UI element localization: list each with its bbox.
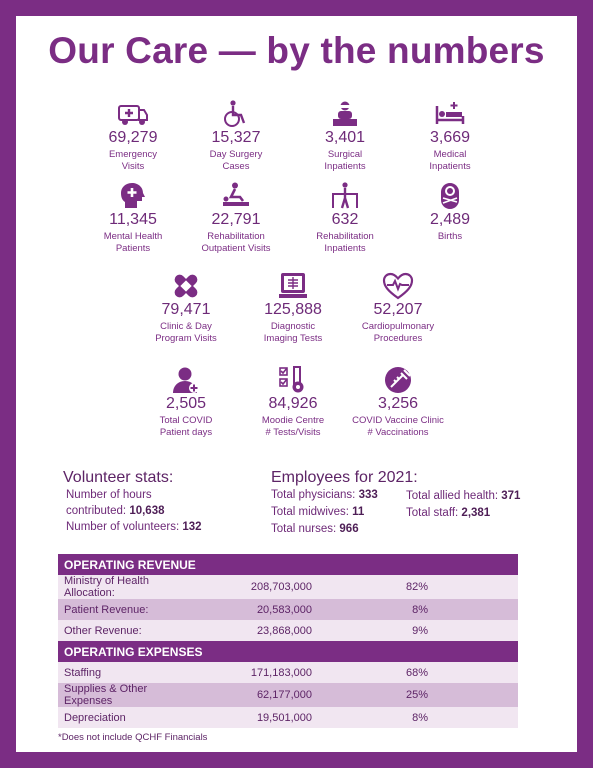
row-value: 23,868,000: [186, 620, 312, 641]
stat-value: 52,207: [373, 301, 423, 318]
expenses-header: [58, 641, 518, 662]
stat-value: 22,791: [211, 211, 261, 228]
table-row: [58, 707, 518, 728]
stat-label: Total COVID: [159, 415, 213, 426]
stat-value: 125,888: [264, 301, 322, 318]
stat-label: Program Visits: [155, 332, 217, 344]
stat-label: Patients: [115, 242, 151, 254]
wheelchair-icon: [220, 100, 252, 128]
stat-label: Visits: [121, 160, 145, 172]
volunteer-hours-line: [66, 505, 165, 517]
stat-label: Inpatients: [429, 160, 471, 172]
row-label: Staffing: [58, 662, 186, 683]
nurses-line: [271, 523, 359, 535]
stat-label: # Tests/Visits: [265, 426, 321, 438]
stat-value: 69,279: [108, 129, 158, 146]
stat-label: Medical: [433, 149, 467, 160]
imaging-icon: [277, 272, 309, 300]
stat-value: 15,327: [211, 129, 261, 146]
row-value: 171,183,000: [186, 662, 312, 683]
midwives-label: Total midwives:: [271, 506, 349, 518]
row-label: Ministry of Health Allocation:: [58, 575, 186, 599]
midwives-value: 11: [352, 506, 365, 518]
stat-value: 2,505: [165, 395, 207, 412]
volunteer-hours-value: 10,638: [129, 505, 165, 517]
row-pct: 68%: [312, 662, 518, 683]
surgeon-icon: [329, 100, 361, 128]
stat-label: Clinic & Day: [160, 321, 212, 332]
table-row: [58, 575, 518, 599]
stat-value: 3,401: [324, 129, 366, 146]
row-pct: 8%: [312, 599, 518, 620]
stat-label: Day Surgery: [209, 149, 263, 160]
stat-births: [385, 182, 515, 243]
staff-line: [406, 507, 490, 519]
stat-label: Rehabilitation: [207, 231, 265, 242]
ambulance-icon: [117, 100, 149, 128]
footnote: *Does not include QCHF Financials: [58, 732, 208, 743]
stat-label: Procedures: [373, 332, 423, 344]
physicians-line: [271, 489, 378, 501]
revenue-heading: OPERATING REVENUE: [58, 554, 518, 575]
baby-icon: [434, 182, 466, 210]
stat-covid-vaccine: [333, 366, 463, 438]
allied-line: [406, 490, 520, 502]
stat-label: Patient days: [159, 426, 213, 438]
volunteer-count-value: 132: [182, 521, 202, 533]
stat-label: Births: [437, 231, 463, 242]
physicians-value: 333: [358, 489, 378, 501]
volunteer-hours-label: Number of hours: [66, 489, 152, 501]
stat-value: 79,471: [161, 301, 211, 318]
row-value: 62,177,000: [186, 683, 312, 707]
nurses-value: 966: [339, 523, 359, 535]
allied-value: 371: [501, 490, 521, 502]
bandage-icon: [170, 272, 202, 300]
row-label: Supplies & Other Expenses: [58, 683, 186, 707]
volunteer-heading: Volunteer stats:: [63, 469, 174, 486]
stat-label: Imaging Tests: [263, 332, 323, 344]
stat-label: Moodie Centre: [261, 415, 325, 426]
row-pct: 9%: [312, 620, 518, 641]
midwives-line: [271, 506, 364, 518]
stat-label: Inpatients: [324, 160, 366, 172]
page: [16, 16, 577, 752]
stat-label: Emergency: [108, 149, 158, 160]
page-title: Our Care — by the numbers: [48, 30, 545, 71]
stat-value: 2,489: [429, 211, 471, 228]
stat-value: 632: [331, 211, 359, 228]
stat-value: 3,256: [377, 395, 419, 412]
row-pct: 8%: [312, 707, 518, 728]
stat-label: # Vaccinations: [367, 426, 429, 438]
table-row: [58, 683, 518, 707]
table-row: [58, 620, 518, 641]
volunteer-hours-label: contributed:: [66, 505, 127, 517]
stat-label: Rehabilitation: [316, 231, 374, 242]
stat-label: Cases: [222, 160, 250, 172]
stat-label: Mental Health: [103, 231, 163, 242]
table-row: [58, 599, 518, 620]
covid-patient-icon: [170, 366, 202, 394]
stat-medical: [385, 100, 515, 172]
financial-table: [58, 554, 518, 728]
volunteer-count-line: [66, 521, 202, 533]
test-tube-icon: [277, 366, 309, 394]
revenue-header: [58, 554, 518, 575]
stat-label: COVID Vaccine Clinic: [352, 415, 444, 426]
row-value: 208,703,000: [186, 575, 312, 599]
row-label: Other Revenue:: [58, 620, 186, 641]
stat-value: 84,926: [268, 395, 318, 412]
allied-label: Total allied health:: [406, 490, 499, 502]
hospital-bed-icon: [434, 100, 466, 128]
stat-label: Outpatient Visits: [201, 242, 271, 254]
nurses-label: Total nurses:: [271, 523, 337, 535]
stat-label: Surgical: [327, 149, 363, 160]
row-pct: 82%: [312, 575, 518, 599]
walker-icon: [329, 182, 361, 210]
stat-label: Inpatients: [324, 242, 366, 254]
row-label: Depreciation: [58, 707, 186, 728]
stat-label: Diagnostic: [270, 321, 316, 332]
stat-value: 11,345: [109, 211, 157, 228]
syringe-icon: [382, 366, 414, 394]
staff-label: Total staff:: [406, 507, 459, 519]
stat-cardiopulmonary: [333, 272, 463, 344]
heart-pulse-icon: [382, 272, 414, 300]
volunteer-count-label: Number of volunteers:: [66, 521, 180, 533]
row-value: 19,501,000: [186, 707, 312, 728]
head-cross-icon: [117, 182, 149, 210]
stat-value: 3,669: [429, 129, 471, 146]
physicians-label: Total physicians:: [271, 489, 356, 501]
employees-heading: Employees for 2021:: [271, 469, 418, 486]
physio-icon: [220, 182, 252, 210]
staff-value: 2,381: [461, 507, 491, 519]
table-row: [58, 662, 518, 683]
expenses-heading: OPERATING EXPENSES: [58, 641, 518, 662]
row-value: 20,583,000: [186, 599, 312, 620]
stat-label: Cardiopulmonary: [361, 321, 435, 332]
row-label: Patient Revenue:: [58, 599, 186, 620]
row-pct: 25%: [312, 683, 518, 707]
